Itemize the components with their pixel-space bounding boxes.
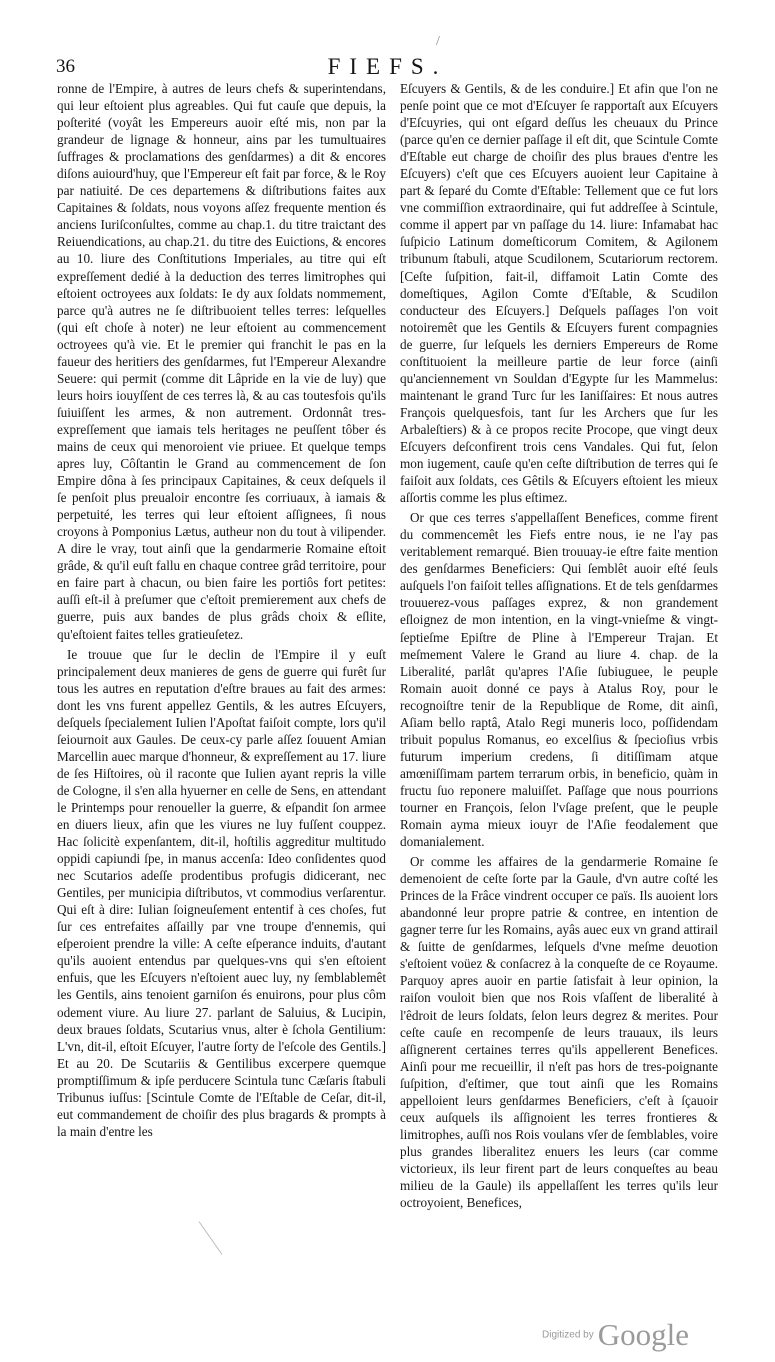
paragraph: Ie trouue que ſur le declin de l'Empire il y euſt principalement deux manieres de gens de guerre qui furêt ſur tous les autres en reputation d'eſtre braues au fait des armes: dont les vns furent appellez Gentils, & les autres Eſcuyers, deſquels ſpecialement Iulien l'Apoſtat faiſoit compte, lors qu'il ſeiournoit aux Gaules. De ceux-cy parle aſſez ſouuent Amian Marcellin auec marque d'honneur, & expreſſement au 17. liure de ſes Hiſtoires, où il raconte que Iulien ayant repris la ville de Cologne, il s'en alla hyuerner en celle de Sens, en attendant le Printemps pour renoueller la guerre, & eſpandit ſon armee en diuers lieux, afin que les viures ne luy fuſſent couppez. Hac ſolicitè expenſantem, dit-il, hoſtilis aggreditur multitudo oppidi capiundi ſpe, in manus accenſa: Ideo conſidentes quod nec Scutarios adeſſe prodentibus profugis didicerant, nec Gentiles, per municipia diſtributos, vt commodius verſarentur. Qui eſt à dire: Iulian ſoigneuſement ententif à ces choſes, fut ſur ces entrefaites aſſailly par vne troupe d'ennemis, qui eſperoient prendre la ville: A ceſte eſperance induits, d'autant qu'ils auoient entendus par quelques-vns qui s'en eſtoient enfuis, que les Eſcuyers n'eſtoient auec luy, ny ſemblablemêt les Gentils, ains tenoient garniſon és enuirons, pour plus côm odement viure. Au liure 27. parlant de Saluius, & Lucipin, deux braues ſoldats, Scutarius vnus, alter è ſchola Gentilium: L'vn, dit-il, eſtoit Eſcuyer, l'autre ſorty de l'eſcole des Gentils.] Et au 20. De Scutariis & Gentilibus excerpere quemque promptiſſimum & ipſe perducere Scintula tunc Cæſaris ſtabuli Tribunus iuſſus: [Scintule Comte de l'Eſtable de Ceſar, dit-il, eut commandement de choiſir des plus bragards & prompts à la main d'entre les: [57, 646, 386, 1139]
paragraph: ronne de l'Empire, à autres de leurs chefs & superintendans, qui leur eſtoient plus agreables. Qui fut cauſe que depuis, la poſterité (voyât les Empereurs auoir eſté mis, non par la grandeur de lignage & honneur, ains par les tumultuaires ſuffrages & proclamations des genſdarmes) a dit & encores diſons auiourd'huy, que l'Empereur eſt fait par force, & le Roy par natiuité. De ces departemens & diſtributions faites aux Capitaines & ſoldats, nous voyons aſſez frequente mention és anciens Iuriſconſultes, comme au chap.1. du titre traictant des Reiuendications, au chap.21. du titre des Euictions, & encores au 10. liure des Conſtitutions Imperiales, au titre qui eſt expreſſement dedié à la deduction des terres limitrophes qui eſtoient octroyees aux ſoldats: Ie dy aux ſoldats nommement, parce qu'à autres ne ſe diſtribuoient telles terres: leſquelles (qui eſt choſe à noter) ne leur eſtoient au commencement octroyees qu'à vie. Et le premier qui franchit le pas en la faueur des heritiers des genſdarmes, fut l'Empereur Alexandre Seuere: qui permit (comme dit Lâpride en la vie de luy) que leurs hoirs iouyſſent de ces terres là, & au cas toutesfois qu'ils ſuiuiſſent les armes, & non autrement. Ordonnât tres-expreſſement que iamais tels heritages ne peuſſent tôber és mains de ceux qui menoroient vie priuee. Et quelque temps apres luy, Côſtantin le Grand au commencement de ſon Empire dôna à ſes principaux Capitaines, & ceux deſquels il ſe penſoit plus preualoir encontre ſes corriuaux, à iamais & perpetuité, les terres qui leur eſtoient aſſignees, ſi nous croyons à Pomponius Lætus, autheur non du tout à vilipender. A dire le vray, tout ainſi que la gendarmerie Romaine eſtoit grâde, & qu'il euſt fallu en chaque contree grâd territoire, pour en faire part à chacun, ou bien faire les portiôs fort petites: auſſi eſt-il à preſumer que c'eſtoit premierement aux chefs de guerre, puis aux bandes de plus grâds choix & eſlite, qu'eſtoient faites telles gratieuſetez.: [57, 81, 386, 642]
right-column: [400, 80, 718, 1214]
page-number: 36: [56, 56, 75, 77]
paragraph: Eſcuyers & Gentils, & de les conduire.] Et afin que l'on ne penſe point que ce mot d'Eſcuyer ſe rapportaſt aux Eſcuyers d'Eſcuyries, qui ont eſgard deſſus les cheuaux du Prince (parce qu'en ce dernier paſſage il eſt dit, que Scintule Comte d'Eſtable eut charge de choiſir des plus braues d'entre les Eſcuyers) c'eſt que ces Eſcuyers auoient leur Capitaine à part & ſeparé du Comte d'Eſtable: Tellement que ce fut lors vne commiſſion extraordinaire, qui fut addreſſee à Scintule, comme il appert par vn paſſage du 14. liure: Infamabat hac ſuſpicio Latinum domeſticorum Comitem, & Agilonem tribunum ſtabuli, atque Scudilonem, Scutariorum rectorem. [Ceſte ſuſpition, fait-il, diffamoit Latin Comte des domeſtiques, Agilon Comte d'Eſtable, & Scudilon conducteur des Eſcuyers.] Deſquels paſſages l'on voit notoiremêt que les Gentils & Eſcuyers furent compagnies de guerre, ſur leſquels les derniers Empereurs de Rome conſtituoient la meilleure partie de leur force (ainſi qu'anciennement vn Souldan d'Egypte ſur les Mammelus: maintenant le grand Turc ſur les Ianiſſaires: Et nous autres François quelquesfois, tant ſur les Archers que ſur les Arbaleſtiers) & à ce propos recite Procope, que vingt deux Eſcuyers deſconfirent trois cens Vandales. Qui fut, ſelon mon iugement, cauſe qu'en ceſte diſtribution de terres qui ſe faiſoit aux ſoldats, ces Gêtils & Eſcuyers eſtoient les mieux aſſortis comme les plus eſtimez.: [400, 81, 718, 506]
google-logo: Google: [597, 1317, 689, 1352]
scan-mark: [199, 1221, 223, 1254]
digitized-watermark: [542, 1317, 689, 1353]
paragraph: Or comme les affaires de la gendarmerie Romaine ſe demenoient de ceſte ſorte par la Gaule, d'vn autre coſté les Princes de la Frâce vindrent occuper ce païs. Ils auoient lors abandonné leur propre patrie & contree, en intention de gagner terre ſur les Romains, ayâs auec eux vn grand attirail & ſuitte de genſdarmes, leſquels d'vne meſme deuotion s'eſtoient voüez & conſacrez à la conqueſte de ce Royaume. Parquoy apres auoir en partie ſatisfait à leur opinion, la raiſon vouloit bien que nos Rois vſaſſent de liberalité à l'êdroit de leurs ſoldats, ſelon leurs degrez & merites. Pour ceſte cauſe en recompenſe de leurs trauaux, ils leurs aſſignerent certaines terres qu'ils appellerent Benefices. Ainſi pour me recueillir, il n'eſt pas hors de tres-poignante ſuſpition, d'eſtimer, que tout ainſi que les Romains appelloient leurs genſdarmes Beneficiers, c'eſt à ſçauoir ceux auſquels ils aſſignoient les terres frontieres & limitrophes, auſſi nos Rois voulans vſer de ſemblables, voire plus grandes liberalitez enuers les leurs (car comme victorieux, ils leur firent part de leurs conqueſtes au beau milieu de la Gaule) ils appellaſſent les terres qu'ils leur octroyoient, Benefices,: [400, 854, 718, 1211]
page-mark: /: [436, 34, 440, 49]
left-column: [57, 80, 386, 1143]
watermark-prefix: Digitized by: [542, 1329, 594, 1341]
paragraph: Or que ces terres s'appellaſſent Benefices, comme firent du commencemêt les Fiefs entre nous, ie ne l'ay pas veritablement remarqué. Bien trouuay-ie eſtre faite mention des genſdarmes Beneficiers: Qui ſemblêt auoir eſté ſeuls auſquels l'on faiſoit telles aſſignations. Et de tels genſdarmes trouuerez-vous paſſages exprez, & non grandement eſloignez de mon intention, en la vingt-vnieſme & vingt-ſeptieſme Epiſtre de Pline à l'Empereur Trajan. Et meſmement Valere le Grand au liure 4. chap. de la Liberalité, parlât qu'apres l'Aſie ſubiuguee, le peuple Romain auoit donné ce pays à Atalus Roy, pour le recognoiſtre tenir de la Republique de Rome, dit ainſi, Aſiam bello raptâ, Atalo Regi muneris loco, poſſidendam tribuit populus Romanus, eo excelſius & ſpecioſius vrbis futurum imperium credens, ſi ditiſſimam atque amœniſſimam partem terrarum orbis, in beneficio, quàm in fructu ſuo reponere maluiſſet. Paſſage que nous pourrions tourner en François, ſelon l'vſage preſent, que le peuple Romain ayma mieux iouyr de l'Aſie feodalement que domanialement.: [400, 510, 718, 850]
running-title: FIEFS.: [327, 54, 448, 79]
